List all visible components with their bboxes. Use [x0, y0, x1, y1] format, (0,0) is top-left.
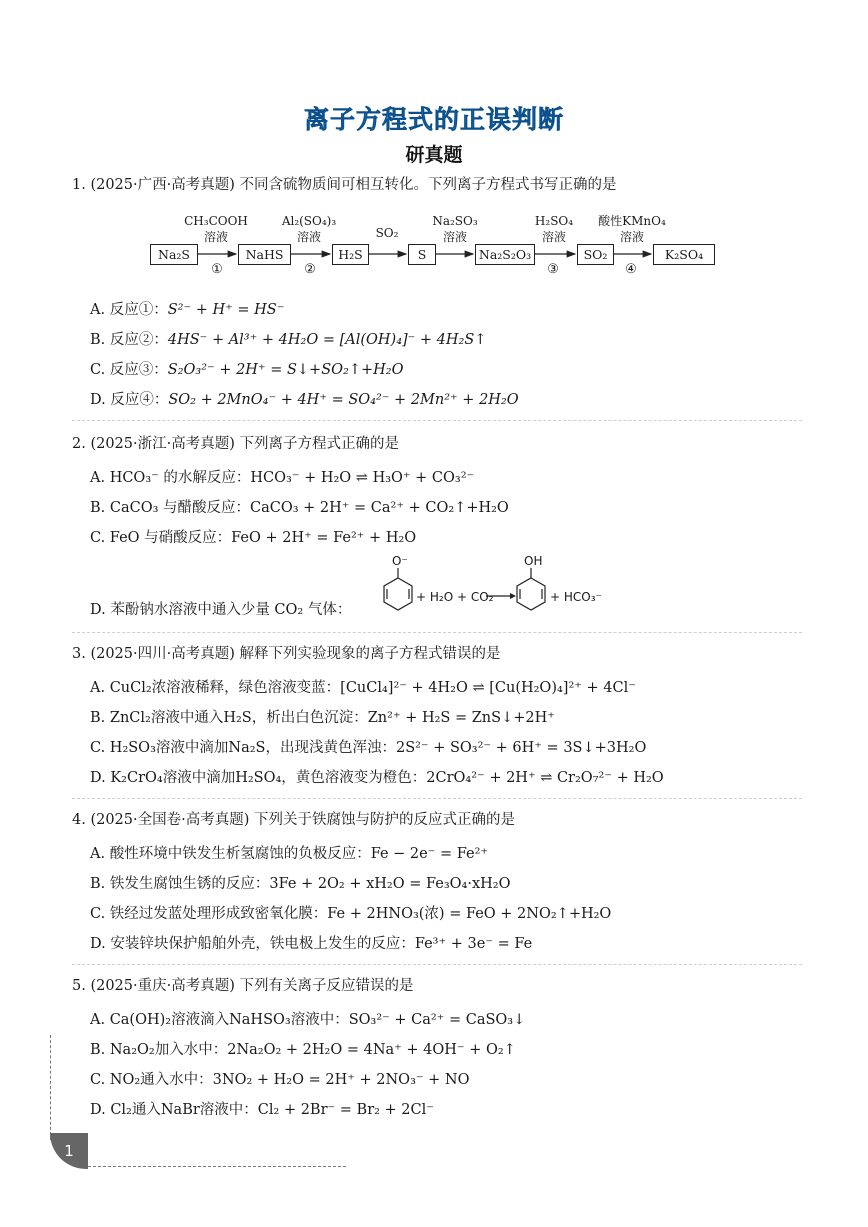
q5-option-a[interactable]: A. Ca(OH)₂溶液滴入NaHSO₃溶液中：SO₃²⁻ + Ca²⁺ = CaSO₃↓	[90, 1012, 526, 1028]
species-box: Na₂S₂O₃	[475, 244, 535, 265]
species-box: S	[408, 244, 436, 265]
q5-option-d[interactable]: D. Cl₂通入NaBr溶液中：Cl₂ + 2Br⁻ = Br₂ + 2Cl⁻	[90, 1102, 434, 1118]
question-5-stem: 5. (2025·重庆·高考真题) 下列有关离子反应错误的是	[72, 978, 414, 994]
q2-option-b[interactable]: B. CaCO₃ 与醋酸反应：CaCO₃ + 2H⁺ = Ca²⁺ + CO₂↑+H₂O	[90, 500, 509, 516]
q3-option-a[interactable]: A. CuCl₂浓溶液稀释，绿色溶液变蓝：[CuCl₄]²⁻ + 4H₂O ⇌ [Cu(H₂O)₄]²⁺ + 4Cl⁻	[90, 680, 636, 696]
reagent-label: 溶液	[619, 230, 644, 244]
q1-option-b[interactable]	[90, 328, 486, 349]
page-footer-dash	[88, 1166, 346, 1167]
product-text: + HCO₃⁻	[550, 590, 602, 604]
reagent-label: Al₂(SO₄)₃	[281, 214, 337, 228]
q4-option-d[interactable]: D. 安装锌块保护船舶外壳，铁电极上发生的反应：Fe³⁺ + 3e⁻ = Fe	[90, 936, 533, 952]
option-label: A. 反应①：	[90, 302, 168, 318]
page-number: 1	[50, 1133, 88, 1169]
q4-option-c[interactable]: C. 铁经过发蓝处理形成致密氧化膜：Fe + 2HNO₃(浓) = FeO + 2NO₂↑+H₂O	[90, 906, 612, 922]
q3-option-b[interactable]: B. ZnCl₂溶液中通入H₂S，析出白色沉淀：Zn²⁺ + H₂S = ZnS↓+2H⁺	[90, 710, 555, 726]
q3-option-c[interactable]: C. H₂SO₃溶液中滴加Na₂S，出现浅黄色浑浊：2S²⁻ + SO₃²⁻ + 6H⁺ = 3S↓+3H₂O	[90, 740, 647, 756]
q3-option-d[interactable]: D. K₂CrO₄溶液中滴加H₂SO₄，黄色溶液变为橙色：2CrO₄²⁻ + 2H⁺ ⇌ Cr₂O₇²⁻ + H₂O	[90, 770, 664, 786]
phenoxide-reaction-scheme	[376, 556, 616, 616]
species-box: NaHS	[238, 244, 291, 265]
step-number: ②	[304, 262, 316, 277]
sulfur-conversion-diagram	[150, 210, 720, 280]
option-label: D. 反应④：	[90, 392, 169, 408]
question-4-stem: 4. (2025·全国卷·高考真题) 下列关于铁腐蚀与防护的反应式正确的是	[72, 812, 515, 828]
q5-option-c[interactable]: C. NO₂通入水中：3NO₂ + H₂O = 2H⁺ + 2NO₃⁻ + NO	[90, 1072, 470, 1088]
question-divider	[72, 632, 802, 633]
question-divider	[72, 420, 802, 421]
reagent-label: H₂SO₄	[534, 214, 574, 228]
option-label: B. 反应②：	[90, 332, 168, 348]
reagent-label: 溶液	[203, 230, 228, 244]
option-label: C. 反应③：	[90, 362, 168, 378]
q2-option-c[interactable]: C. FeO 与硝酸反应：FeO + 2H⁺ = Fe²⁺ + H₂O	[90, 530, 417, 546]
species-box: SO₂	[577, 244, 614, 265]
step-number: ①	[211, 262, 223, 277]
q4-option-a[interactable]: A. 酸性环境中铁发生析氢腐蚀的负极反应：Fe − 2e⁻ = Fe²⁺	[90, 846, 489, 862]
equation: S₂O₃²⁻ + 2H⁺ = S↓+SO₂↑+H₂O	[167, 362, 404, 378]
reagent-label: 酸性KMnO₄	[598, 214, 666, 228]
benzene-rings	[376, 556, 616, 616]
question-divider	[72, 964, 802, 965]
q5-option-b[interactable]: B. Na₂O₂加入水中：2Na₂O₂ + 2H₂O = 4Na⁺ + 4OH⁻ + O₂↑	[90, 1042, 516, 1058]
reagent-label: CH₃COOH	[184, 214, 248, 228]
q2-option-d[interactable]: D. 苯酚钠水溶液中通入少量 CO₂ 气体：	[90, 602, 352, 618]
equation: 4HS⁻ + Al³⁺ + 4H₂O = [Al(OH)₄]⁻ + 4H₂S↑	[167, 332, 487, 348]
question-2-stem: 2. (2025·浙江·高考真题) 下列离子方程式正确的是	[72, 436, 399, 452]
species-box: Na₂S	[150, 244, 198, 265]
species-box: H₂S	[332, 244, 369, 265]
q1-option-c[interactable]	[90, 358, 403, 379]
q1-option-a[interactable]	[90, 298, 284, 319]
question-1-stem: 1. (2025·广西·高考真题) 不同含硫物质间可相互转化。下列离子方程式书写正确的是	[72, 177, 617, 193]
question-divider	[72, 798, 802, 799]
q1-option-d[interactable]	[90, 388, 519, 409]
step-number: ③	[547, 262, 559, 277]
phenol-label: OH	[524, 554, 543, 568]
section-heading: 研真题	[405, 144, 463, 166]
q2-option-a[interactable]: A. HCO₃⁻ 的水解反应：HCO₃⁻ + H₂O ⇌ H₃O⁺ + CO₃²⁻	[90, 470, 475, 486]
reagent-label: 溶液	[442, 230, 467, 244]
q4-option-b[interactable]: B. 铁发生腐蚀生锈的反应：3Fe + 2O₂ + xH₂O = Fe₃O₄·xH₂O	[90, 876, 511, 892]
phenoxide-label: O⁻	[392, 554, 408, 568]
species-box: K₂SO₄	[653, 244, 715, 265]
reactants-text: + H₂O + CO₂	[416, 590, 494, 604]
reagent-label: SO₂	[375, 226, 399, 240]
equation: S²⁻ + H⁺ = HS⁻	[167, 302, 285, 318]
page-margin-dash	[50, 1035, 51, 1140]
equation: SO₂ + 2MnO₄⁻ + 4H⁺ = SO₄²⁻ + 2Mn²⁺ + 2H₂O	[168, 392, 519, 408]
reagent-label: Na₂SO₃	[432, 214, 478, 228]
page-title: 离子方程式的正误判断	[303, 105, 564, 134]
reagent-label: 溶液	[296, 230, 321, 244]
reagent-label: 溶液	[541, 230, 566, 244]
question-3-stem: 3. (2025·四川·高考真题) 解释下列实验现象的离子方程式错误的是	[72, 646, 501, 662]
step-number: ④	[625, 262, 637, 277]
